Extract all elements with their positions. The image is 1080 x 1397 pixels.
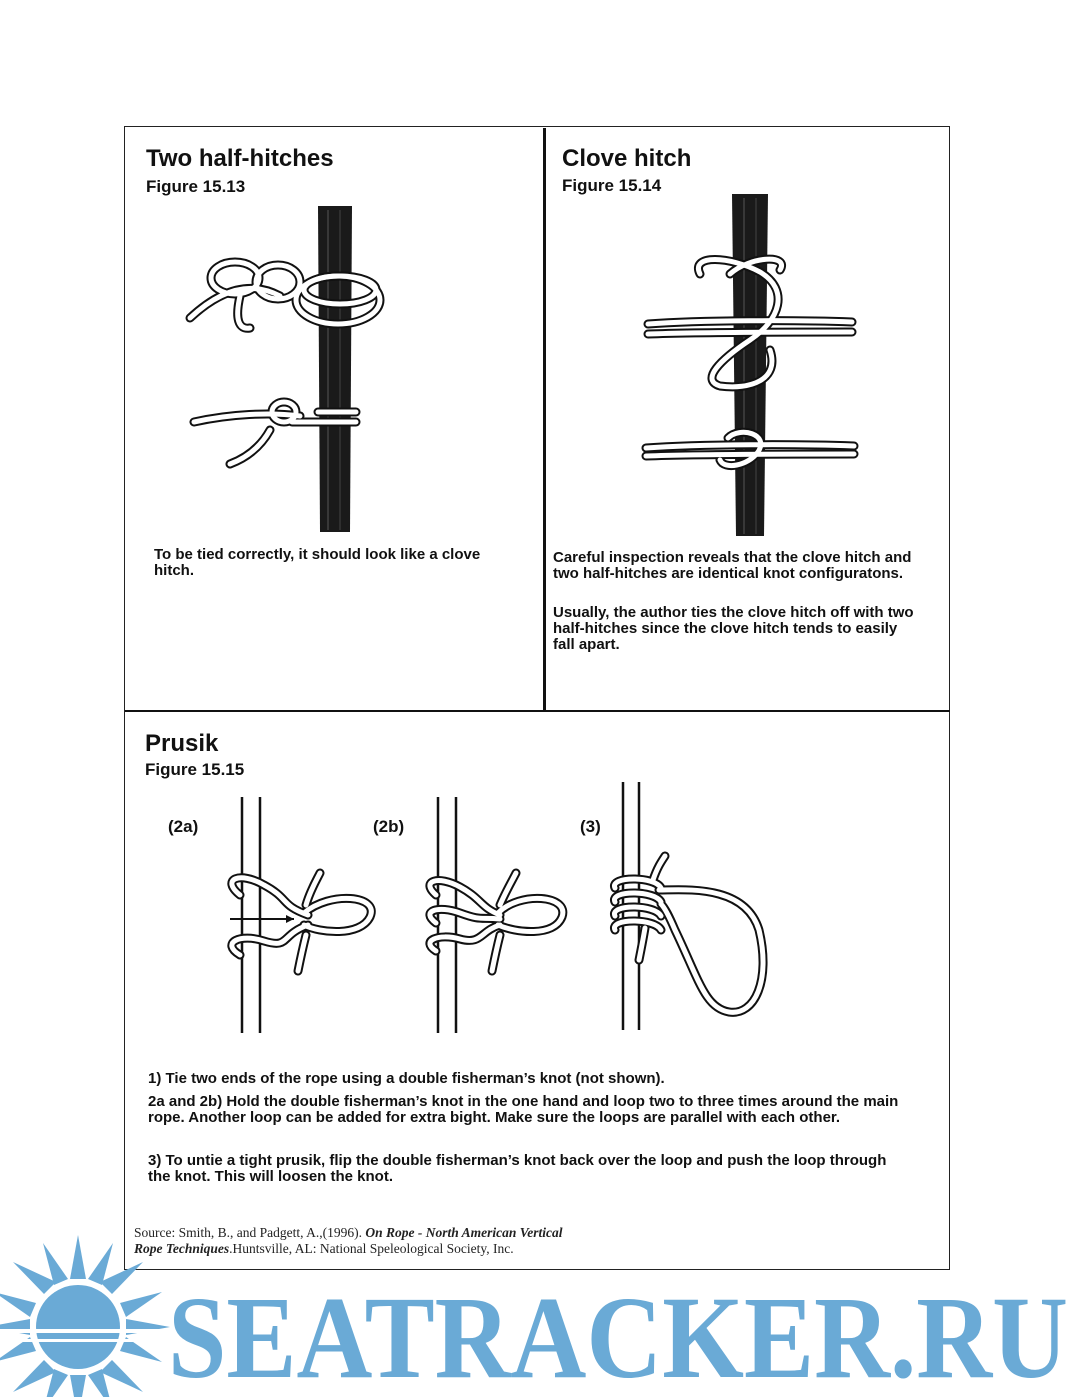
prusik-3-illustration (605, 780, 785, 1035)
sun-logo-icon (0, 1235, 170, 1397)
source-suffix: .Huntsville, AL: National Speleological Society, Inc. (229, 1241, 514, 1256)
two-half-hitches-illustration (180, 200, 400, 540)
step-2b-label: (2b) (373, 817, 405, 836)
prusik-title: Prusik (145, 730, 219, 757)
clove-hitch-title: Clove hitch (562, 145, 692, 172)
prusik-2a-illustration (220, 795, 390, 1035)
clove-hitch-illustration (640, 190, 860, 540)
two-half-hitches-title: Two half-hitches (146, 145, 334, 172)
prusik-step-1: 1) Tie two ends of the rope using a double fisherman’s knot (not shown). (148, 1070, 665, 1087)
source-title-part1: On Rope - North American Vertical (365, 1225, 563, 1240)
seatracker-watermark (0, 1235, 1080, 1397)
horizontal-divider (125, 710, 950, 712)
prusik-step-2: 2a and 2b) Hold the double fisherman’s knot in the one hand and loop two to three times around the main rope. Another loop can be added for extra bight. Make sure the loops are parallel with each other. (148, 1093, 899, 1126)
prusik-step-3: 3) To untie a tight prusik, flip the double fisherman’s knot back over the loop and push the loop through the knot. This will loosen the knot. (148, 1152, 887, 1185)
figure-15-13-label: Figure 15.13 (146, 177, 246, 196)
source-prefix: Source: Smith, B., and Padgett, A.,(1996). (134, 1225, 366, 1240)
vertical-divider (543, 128, 546, 712)
watermark-text: SEATRACKER.RU (168, 1272, 1068, 1397)
source-title-part2: Rope Techniques (134, 1241, 230, 1256)
two-half-hitches-text: To be tied correctly, it should look like a clove hitch. (154, 546, 481, 579)
clove-hitch-text-2: Usually, the author ties the clove hitch off with two half-hitches since the clove hitch tends to easily fall apart. (553, 604, 914, 653)
step-3-label: (3) (580, 817, 601, 836)
figure-15-15-label: Figure 15.15 (145, 760, 245, 779)
step-2a-label: (2a) (168, 817, 199, 836)
clove-hitch-text-1: Careful inspection reveals that the clove hitch and two half-hitches are identical knot configuratons. (553, 549, 912, 582)
prusik-2b-illustration (420, 795, 590, 1035)
figure-15-14-label: Figure 15.14 (562, 176, 662, 195)
